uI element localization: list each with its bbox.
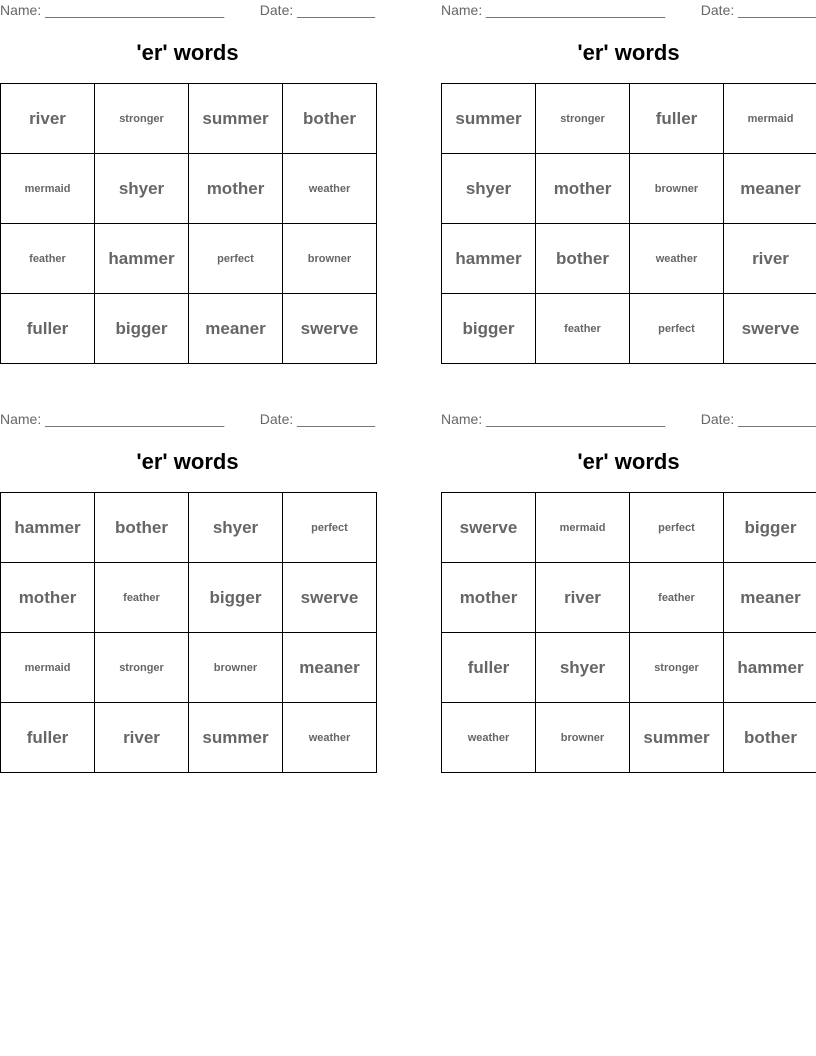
- word-grid: [441, 83, 816, 364]
- name-label: Name: _______________________: [0, 2, 225, 18]
- word-cell: bother: [283, 84, 377, 154]
- header-line: [0, 411, 375, 429]
- word-cell: perfect: [630, 493, 724, 563]
- word-cell: fuller: [1, 703, 95, 773]
- word-cell: mermaid: [1, 633, 95, 703]
- word-cell: hammer: [1, 493, 95, 563]
- name-label: Name: _______________________: [0, 411, 225, 427]
- word-cell: mother: [189, 154, 283, 224]
- word-cell: stronger: [95, 633, 189, 703]
- word-grid: [441, 492, 816, 773]
- word-cell: summer: [189, 703, 283, 773]
- word-cell: mother: [536, 154, 630, 224]
- word-cell: stronger: [95, 84, 189, 154]
- word-cell: mother: [1, 563, 95, 633]
- word-grid: [0, 83, 377, 364]
- header-line: [0, 2, 375, 20]
- word-cell: river: [1, 84, 95, 154]
- word-cell: swerve: [442, 493, 536, 563]
- word-cell: shyer: [95, 154, 189, 224]
- word-grid: [0, 492, 377, 773]
- word-cell: summer: [630, 703, 724, 773]
- word-cell: hammer: [95, 224, 189, 294]
- word-cell: feather: [95, 563, 189, 633]
- word-cell: perfect: [189, 224, 283, 294]
- name-label: Name: _______________________: [441, 411, 666, 427]
- word-cell: swerve: [283, 294, 377, 364]
- date-label: Date: __________: [700, 2, 816, 18]
- word-cell: meaner: [724, 563, 816, 633]
- word-cell: swerve: [724, 294, 816, 364]
- word-cell: hammer: [724, 633, 816, 703]
- word-cell: mother: [442, 563, 536, 633]
- name-label: Name: _______________________: [441, 2, 666, 18]
- word-cell: weather: [442, 703, 536, 773]
- word-cell: perfect: [630, 294, 724, 364]
- word-cell: shyer: [442, 154, 536, 224]
- word-cell: river: [536, 563, 630, 633]
- word-cell: bigger: [95, 294, 189, 364]
- word-cell: fuller: [442, 633, 536, 703]
- word-cell: swerve: [283, 563, 377, 633]
- date-label: Date: __________: [259, 2, 375, 18]
- word-cell: meaner: [283, 633, 377, 703]
- word-cell: river: [724, 224, 816, 294]
- header-line: [441, 411, 816, 429]
- word-cell: summer: [442, 84, 536, 154]
- card-title: 'er' words: [577, 40, 680, 65]
- word-cell: meaner: [189, 294, 283, 364]
- header-line: [441, 2, 816, 20]
- word-cell: stronger: [630, 633, 724, 703]
- word-cell: feather: [536, 294, 630, 364]
- word-cell: fuller: [630, 84, 724, 154]
- word-cell: bother: [724, 703, 816, 773]
- card-title: 'er' words: [577, 449, 680, 474]
- word-cell: meaner: [724, 154, 816, 224]
- word-cell: weather: [283, 703, 377, 773]
- card-title: 'er' words: [136, 40, 239, 65]
- word-cell: bigger: [724, 493, 816, 563]
- word-cell: summer: [189, 84, 283, 154]
- word-cell: mermaid: [1, 154, 95, 224]
- date-label: Date: __________: [259, 411, 375, 427]
- card-title: 'er' words: [136, 449, 239, 474]
- word-cell: bother: [95, 493, 189, 563]
- word-cell: browner: [189, 633, 283, 703]
- word-cell: feather: [1, 224, 95, 294]
- word-cell: feather: [630, 563, 724, 633]
- word-cell: stronger: [536, 84, 630, 154]
- word-cell: weather: [283, 154, 377, 224]
- word-cell: bigger: [442, 294, 536, 364]
- word-cell: shyer: [189, 493, 283, 563]
- word-cell: mermaid: [724, 84, 816, 154]
- date-label: Date: __________: [700, 411, 816, 427]
- word-cell: bigger: [189, 563, 283, 633]
- word-cell: browner: [630, 154, 724, 224]
- word-cell: perfect: [283, 493, 377, 563]
- word-cell: bother: [536, 224, 630, 294]
- word-cell: river: [95, 703, 189, 773]
- word-cell: shyer: [536, 633, 630, 703]
- word-cell: browner: [536, 703, 630, 773]
- word-cell: fuller: [1, 294, 95, 364]
- word-cell: hammer: [442, 224, 536, 294]
- word-cell: mermaid: [536, 493, 630, 563]
- word-cell: browner: [283, 224, 377, 294]
- word-cell: weather: [630, 224, 724, 294]
